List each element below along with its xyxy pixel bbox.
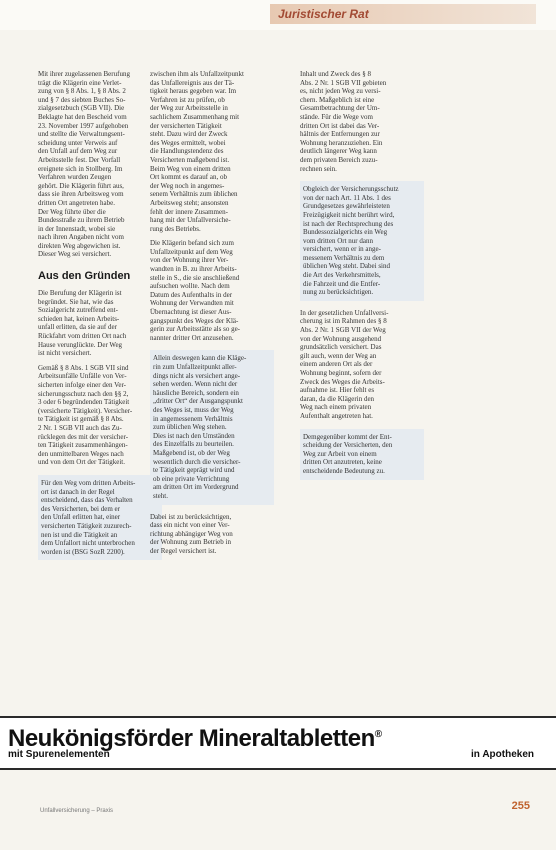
text-line: zialgesetzbuch (SGB VII). Die [38, 104, 125, 113]
text-line: fehlt der innere Zusammen- [150, 207, 228, 216]
text-line: ereignete sich in Stollberg. Im [38, 164, 123, 173]
highlighted-paragraph [150, 350, 274, 504]
text-line: Grundgesetzes gewährleisteten [303, 202, 390, 211]
text-line: Übernachtung ist dieser Aus- [150, 308, 232, 317]
text-line: den Unfall auf dem Weg zur [38, 147, 118, 156]
text-line: Hause verunglückte. Der Weg [38, 340, 123, 349]
text-line: Maßgebend ist, ob der Weg [153, 448, 230, 457]
text-line: Weg nach einem privaten [300, 403, 372, 412]
text-line: aufnahme ist. Hier fehlt es [300, 386, 375, 395]
page-header [0, 0, 556, 30]
text-line: Wohnung heranzuziehen. Ein [300, 138, 383, 147]
paragraph [38, 70, 162, 259]
text-line: Abs. 2 Nr. 1 SGB VII der Weg [300, 326, 386, 335]
text-line: rechnen sein. [300, 164, 337, 173]
text-line: „dritter Ort“ der Ausgangspunkt [153, 397, 244, 406]
registered-mark: ® [374, 729, 382, 740]
text-line: sicherten infolge einer den Ver- [38, 381, 126, 389]
text-line: Arbeitsstelle fest. Der Vorfall [38, 155, 121, 164]
text-line: scheidung unter Verweis auf [38, 138, 118, 147]
text-line: unfall erlitten, da sie auf der [38, 323, 117, 332]
text-line: des Einzelfalls zu beurteilen. [153, 440, 234, 449]
text-line: scheidung der Versicherten, den [303, 441, 393, 450]
text-line: in der Innenstadt, wobei sie [38, 224, 116, 233]
text-line: rung des Betriebs. [150, 224, 201, 233]
text-line: Versicherten maßgebend ist. [150, 155, 230, 164]
text-line: hang mit der Unfallversiche- [150, 216, 231, 225]
paragraph [38, 364, 162, 467]
text-line: nen ist und die Tätigkeit an [41, 530, 118, 539]
text-line: ort ist danach in der Regel [41, 487, 115, 496]
text-line: Wohnung der Verwandten mit [150, 299, 234, 308]
highlighted-paragraph [300, 181, 424, 301]
text-line: worden ist (BSG SozR 2200). [41, 547, 125, 556]
text-line: die Handlungstendenz des [150, 147, 224, 156]
text-line: Sozialgericht zutreffend ent- [38, 306, 118, 315]
text-line: dass ein nicht von einer Ver- [150, 521, 230, 530]
text-line: des Versicherten, bei dem er [41, 504, 120, 513]
text-line: sachlichem Zusammenhang mit [150, 112, 240, 121]
text-line: dings nicht als versichert ange- [153, 371, 241, 380]
text-line: 2 Nr. 1 SGB VII auch das Zu- [38, 423, 122, 432]
text-line: Abs. 2 Nr. 1 SGB VII gebieten [300, 78, 387, 87]
text-line: wesentlich durch die versicher- [153, 457, 241, 466]
text-line: Arbeitsweg steht; ansonsten [150, 198, 229, 207]
text-line: den unmittelbaren Weges nach [38, 449, 124, 458]
text-line: grundsätzlich versichert. Das [300, 343, 382, 352]
text-line: Dieser Weg sei versichert. [38, 250, 112, 259]
text-line: te Tätigkeit ist gemäß § 8 Abs. [38, 415, 124, 424]
text-line: Rückfahrt vom dritten Ort nach [38, 332, 127, 341]
text-line: Datum des Aufenthalts in der [150, 290, 233, 299]
text-line: sehen werden. Wenn nicht der [153, 380, 238, 389]
text-line: Zweck des Weges die Arbeits- [300, 377, 385, 386]
text-line: gangspunkt des Weges der Klä- [150, 316, 239, 325]
text-line: stände. Für die Wege vom [300, 112, 373, 121]
text-line: es, nicht jeden Weg zu versi- [300, 87, 381, 96]
text-line: versichert, wenn er in ange- [303, 245, 381, 254]
text-line: gerin zur Arbeitsstätte als so ge- [150, 325, 241, 334]
paragraph [150, 239, 274, 342]
text-line: Dabei ist zu berücksichtigen, [150, 512, 232, 521]
text-line: cherung ist im Rahmen des § 8 [300, 317, 387, 326]
text-line: ist nicht versichert. [38, 349, 92, 358]
text-line: tigkeit heraus gegeben war. Im [150, 87, 237, 96]
text-line: Verfahren wurden Zeugen [38, 173, 112, 182]
ad-availability: in Apotheken [471, 749, 534, 760]
text-line: Die Klägerin befand sich zum [150, 239, 234, 248]
footer-source: Unfallversicherung – Praxis [40, 808, 114, 814]
text-line: entscheidend, dass das Verhalten [41, 496, 133, 505]
text-line: Gemäß § 8 Abs. 1 SGB VII sind [38, 363, 129, 372]
text-line: schieden hat, keinen Arbeits- [38, 314, 120, 323]
text-line: ob eine private Verrichtung [153, 474, 230, 483]
text-line: das Unfallereignis aus der Tä- [150, 78, 235, 87]
text-line: den Unfall erlitten hat, einer [41, 513, 121, 522]
text-line: üblichen Weg steht. Dabei sind [303, 262, 390, 271]
text-line: aufsuchen wollte. Nach dem [150, 282, 230, 291]
text-line: hältnis der Entfernungen zur [300, 130, 380, 139]
paragraph [300, 309, 424, 421]
text-line: Wohnung beginnt, sofern der [300, 369, 382, 377]
text-line: die Fahrzeit und die Entfer- [303, 279, 381, 288]
page-number: 255 [511, 800, 530, 812]
text-line: wandten in B. zu ihrer Arbeits- [150, 265, 237, 274]
text-line: Aufenthalt angetreten hat. [300, 411, 373, 420]
text-line: Freizügigkeit nicht berührt wird, [303, 210, 395, 219]
text-line: dritten Ort anzutreten, keine [303, 458, 382, 467]
paragraph [150, 70, 274, 233]
text-line: von der nach Art. 11 Abs. 1 des [303, 193, 391, 202]
advertisement-banner [0, 716, 556, 770]
text-line: entscheidende Bedeutung zu. [303, 466, 385, 475]
text-line: der Wohnung zum Betrieb in [150, 538, 231, 547]
text-line: messenem Verhältnis zu dem [303, 253, 385, 262]
text-line: Arbeitsunfälle Unfälle von Ver- [38, 372, 127, 381]
text-line: Bundessozialgerichts ein Weg [303, 228, 388, 237]
text-line: der Regel versichert ist. [150, 546, 217, 555]
text-line: begründet. Sie hat, wie das [38, 297, 114, 306]
text-line: am dritten Ort im Vordergrund [153, 483, 239, 492]
highlighted-paragraph [300, 429, 424, 480]
text-line: vom dritten Ort nur dann [303, 236, 373, 245]
text-line: der Weg zur Arbeitsstelle in [150, 104, 228, 113]
highlighted-paragraph [38, 475, 162, 560]
text-line: in angemessenem Verhältnis [153, 414, 233, 423]
text-line: Die Berufung der Klägerin ist [38, 289, 122, 298]
text-line: te Tätigkeit geprägt wird und [153, 466, 235, 475]
text-line: rin zum Unfallzeitpunkt aller- [153, 363, 237, 371]
text-line: häusliche Bereich, sondern ein [153, 388, 239, 397]
text-line: steht. [153, 491, 168, 500]
text-line: Weg zur Arbeit von einem [303, 449, 377, 458]
text-line: zum üblichen Weg stehen. [153, 423, 227, 432]
text-line: einem anderen Ort als der [300, 360, 373, 369]
text-line: und von dem Ort der Tätigkeit. [38, 458, 125, 467]
section-rubric: Juristischer Rat [270, 4, 536, 24]
text-line: Allein deswegen kann die Kläge- [153, 354, 247, 363]
text-line: Demgegenüber kommt der Ent- [303, 432, 392, 441]
text-column-2 [150, 70, 274, 561]
text-line: chern. Maßgeblich ist eine [300, 95, 375, 104]
text-line: Beim Weg von einem dritten [150, 164, 231, 173]
text-line: der versicherten Tätigkeit [150, 121, 222, 130]
text-line: des Weges ermittelt, wobei [150, 138, 226, 147]
text-line: Obgleich der Versicherungsschutz [303, 185, 399, 194]
text-line: die Art des Verkehrsmittels, [303, 271, 381, 280]
text-line: Der Weg führte über die [38, 207, 106, 216]
text-line: nannter dritter Ort anzusehen. [150, 333, 234, 342]
section-heading: Aus den Gründen [38, 270, 131, 283]
text-line: ist nach der Rechtsprechung des [303, 219, 394, 228]
text-line: Bundesstraße zu ihrem Betrieb [38, 216, 125, 225]
text-line: 3 oder 6 begründenden Tätigkeit [38, 398, 130, 407]
text-line: von der Wohnung ihrer Ver- [150, 256, 229, 265]
text-line: 23. November 1997 aufgehoben [38, 121, 129, 130]
text-line: senem Verhältnis zum üblichen [150, 190, 238, 199]
text-line: rücklegen des mit der versicher- [38, 432, 129, 441]
text-line: richtung abhängiger Weg von [150, 529, 233, 538]
text-line: gilt auch, wenn der Weg an [300, 351, 377, 360]
text-line: des Weges ist, muss der Weg [153, 405, 234, 414]
text-line: stelle in S., die sie anschließend [150, 273, 240, 282]
text-line: Verfahren ist zu prüfen, ob [150, 95, 225, 104]
text-line: der Weg noch in angemes- [150, 181, 225, 190]
ad-title [8, 722, 382, 752]
text-line: nung zu berücksichtigen. [303, 288, 374, 297]
text-line: zwischen ihm als Unfallzeitpunkt [150, 70, 244, 78]
text-line: Beklagte hat den Bescheid vom [38, 112, 127, 121]
text-line: Mit ihrer zugelassenen Berufung [38, 70, 130, 78]
text-line: Unfallzeitpunkt auf dem Weg [150, 247, 233, 256]
text-line: dritten Ort ist dabei das Ver- [300, 121, 380, 130]
ad-subtitle: mit Spurenelementen [8, 749, 110, 760]
text-line: versicherten Tätigkeit zuzurech- [41, 521, 132, 530]
text-line: zung von § 8 Abs. 1, § 8 Abs. 2 [38, 87, 126, 96]
text-line: steht. Dazu wird der Zweck [150, 130, 228, 139]
text-line: sicherungsschutz nach den §§ 2, [38, 389, 129, 398]
text-line: daran, da die Klägerin den [300, 394, 375, 403]
text-line: gehört. Die Klägerin führt aus, [38, 181, 124, 190]
text-line: dass sie ihren Arbeitsweg vom [38, 190, 124, 199]
text-column-3 [300, 70, 424, 488]
text-line: Dies ist nach den Umständen [153, 431, 235, 440]
text-line: dem Unfallort nicht unterbrochen [41, 539, 135, 548]
text-line: Inhalt und Zweck des § 8 [300, 70, 371, 78]
ad-title-text: Neukönigsförder Mineraltabletten [8, 725, 375, 752]
text-line: und § 7 des siebten Buches So- [38, 95, 126, 104]
paragraph [38, 289, 162, 358]
text-line: Ort kommt es darauf an, ob [150, 173, 227, 182]
text-line: Gesamtbetrachtung der Um- [300, 104, 380, 113]
text-line: dem privaten Bereich zuzu- [300, 155, 378, 164]
text-line: ten Tätigkeit zusammenhängen- [38, 441, 128, 450]
text-line: In der gesetzlichen Unfallversi- [300, 308, 389, 317]
text-line: von der Wohnung ausgehend [300, 334, 382, 343]
text-line: und stellte die Verwaltungsent- [38, 130, 125, 139]
text-line: deutlich längerer Weg kann [300, 147, 377, 156]
text-line: nach ihren Angaben nicht vom [38, 233, 124, 242]
text-line: Für den Weg vom dritten Arbeits- [41, 478, 136, 487]
text-line: (versicherte Tätigkeit). Versicher- [38, 406, 133, 415]
text-line: direkten Weg abgewichen ist. [38, 241, 121, 250]
paragraph [150, 513, 274, 556]
paragraph [300, 70, 424, 173]
text-line: dritten Ort angetreten habe. [38, 198, 115, 207]
text-column-1 [38, 70, 162, 568]
text-line: trägt die Klägerin eine Verlet- [38, 78, 122, 87]
